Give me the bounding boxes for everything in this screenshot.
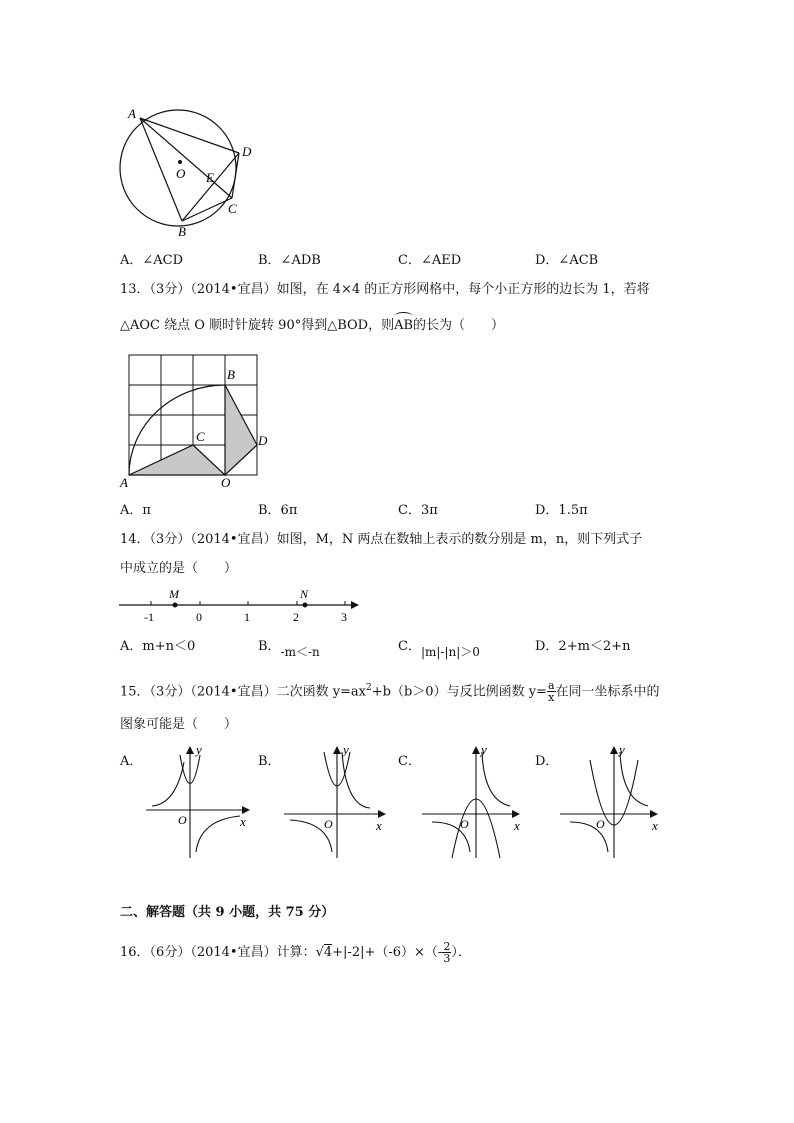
q15-graph-d-x-label: x xyxy=(652,818,658,833)
q12-label-b: B xyxy=(178,224,186,239)
q15-stem-sup: 2 xyxy=(366,683,372,693)
q15-stem-line2: 图象可能是（ ） xyxy=(120,717,238,732)
q15-stem-b: +b（b＞0）与反比例函数 y= xyxy=(371,684,547,700)
q14-tick-neg1: -1 xyxy=(144,610,154,624)
q12-option-b[interactable]: B．∠ADB xyxy=(258,253,321,268)
q14-option-d[interactable]: D．2+m＜2+n xyxy=(535,639,631,654)
q13-grid-figure xyxy=(118,348,278,490)
q13-option-d[interactable]: D．1.5π xyxy=(535,503,588,518)
q16-suffix: ）． xyxy=(451,945,471,960)
q13-stem-line2-a: △AOC 绕点 O 顺时针旋转 90°得到△BOD，则 xyxy=(120,318,395,333)
q12-option-c[interactable]: C．∠AED xyxy=(398,253,462,268)
q14-option-a[interactable]: A．m+n＜0 xyxy=(120,639,196,654)
q15-graph-a-origin: O xyxy=(178,813,187,827)
q14-point-m xyxy=(173,603,178,608)
q13-triangle-bod xyxy=(225,385,257,475)
q12-circle-figure xyxy=(110,100,260,240)
q15-graph-a xyxy=(140,740,260,862)
q16-stem xyxy=(120,941,471,964)
q15-graph-b-x-label: x xyxy=(376,818,382,833)
q16-middle: +|-2|+（-6）×（- xyxy=(332,945,443,960)
q15-option-d[interactable]: D． xyxy=(535,754,559,769)
q14-stem-line2: 中成立的是（ ） xyxy=(120,561,238,576)
q15-stem-line1 xyxy=(120,679,660,703)
q12-label-c: C xyxy=(228,201,237,216)
q13-stem-line2-b: 的长为（ ） xyxy=(413,318,505,333)
q14-tick-0: 0 xyxy=(196,610,202,624)
q13-stem-line1: 13．（3分）（2014•宜昌）如图，在 4×4 的正方形网格中，每个小正方形的边长为 1，若将 xyxy=(120,282,650,297)
q15-graph-b xyxy=(280,740,400,862)
q14-option-c[interactable] xyxy=(398,635,480,659)
q15-stem-a: 15．（3分）（2014•宜昌）二次函数 y=ax xyxy=(120,684,367,700)
q15-graph-a-y-label: y xyxy=(196,742,202,757)
q14-number-line xyxy=(115,585,370,627)
q12-center-dot xyxy=(178,160,182,164)
q15-frac-num: a xyxy=(547,679,555,693)
q16-prefix: 16．（6分）（2014•宜昌）计算： xyxy=(120,945,316,960)
q14-option-b-expr: -m＜-n xyxy=(280,645,320,659)
q12-label-a: A xyxy=(128,106,136,121)
q15-graph-c-origin: O xyxy=(460,817,469,831)
q16-frac-num: 2 xyxy=(443,940,451,953)
q16-radicand: 4 xyxy=(323,945,333,960)
q15-option-b[interactable]: B． xyxy=(258,754,281,769)
q15-graph-d-origin: O xyxy=(596,817,605,831)
q13-label-o: O xyxy=(221,475,231,490)
q14-label-n: N xyxy=(300,587,309,601)
q14-option-c-prefix: C． xyxy=(398,639,421,654)
q15-graph-b-y-label: y xyxy=(343,742,349,757)
q13-label-d: D xyxy=(258,433,268,448)
q14-tick-1: 1 xyxy=(244,610,250,624)
q13-label-c: C xyxy=(196,429,205,444)
q14-option-b[interactable] xyxy=(258,635,320,659)
q13-triangle-aoc xyxy=(129,445,225,475)
q16-sqrt: √4 xyxy=(315,945,333,960)
q14-option-c-expr: |m|-|n|＞0 xyxy=(420,645,480,659)
q13-option-c[interactable]: C．3π xyxy=(398,503,438,518)
q14-label-m: M xyxy=(169,587,179,601)
q13-label-a: A xyxy=(120,475,128,490)
q14-tick-2: 2 xyxy=(293,610,299,624)
q15-graph-c-y-label: y xyxy=(481,742,487,757)
q13-label-b: B xyxy=(227,367,235,382)
q15-graph-c xyxy=(418,740,538,862)
q15-graph-c-x-label: x xyxy=(514,818,520,833)
q13-option-a[interactable]: A．π xyxy=(120,503,151,518)
q14-tick-3: 3 xyxy=(341,610,347,624)
q15-option-c[interactable]: C． xyxy=(398,754,421,769)
q15-option-a[interactable]: A． xyxy=(120,754,143,769)
q13-option-b[interactable]: B．6π xyxy=(258,503,298,518)
q12-label-o: O xyxy=(176,166,186,181)
q16-fraction xyxy=(442,941,451,964)
q15-stem-c: 在同一坐标系中的 xyxy=(555,684,660,700)
q15-graph-d xyxy=(556,740,676,862)
q12-label-e: E xyxy=(206,170,214,185)
q15-frac-den: x xyxy=(548,691,555,705)
q12-option-a[interactable]: A．∠ACD xyxy=(120,253,184,268)
q14-stem-line1: 14．（3分）（2014•宜昌）如图，M，N 两点在数轴上表示的数分别是 m，n，则下列式子 xyxy=(120,532,643,547)
q12-option-d[interactable]: D．∠ACB xyxy=(535,253,599,268)
q15-graph-a-x-label: x xyxy=(240,814,246,829)
q16-frac-den: 3 xyxy=(443,952,451,965)
q14-option-b-prefix: B． xyxy=(258,639,281,654)
q13-arc-ab: AB xyxy=(394,318,414,333)
section2-heading: 二、解答题（共 9 小题，共 75 分） xyxy=(120,905,335,920)
q13-stem-line2 xyxy=(120,317,504,335)
q15-fraction xyxy=(547,680,556,703)
q15-graph-d-y-label: y xyxy=(619,742,625,757)
q12-label-d: D xyxy=(242,144,252,159)
q14-point-n xyxy=(303,603,308,608)
q15-graph-b-origin: O xyxy=(324,817,333,831)
